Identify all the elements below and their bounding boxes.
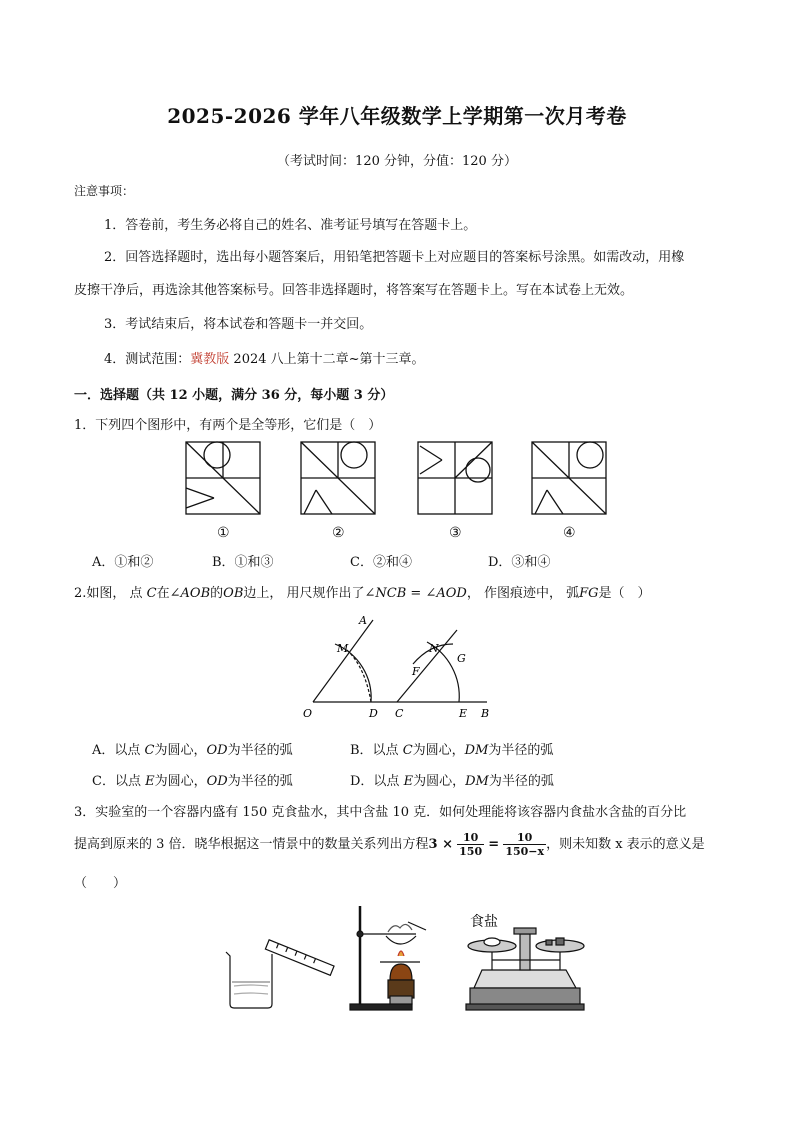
q2-stem-part: 是（ ） [598,586,651,601]
q2-arc-fg: FG [579,586,599,601]
label-c: C [395,707,404,720]
q2-opt-text: A．以点 [92,743,145,758]
q3-fraction-1 [457,831,484,858]
q3-text: ，则未知数 x 表示的意义是 [546,837,705,852]
q2-stem-part: 的 [210,586,224,601]
q2-opt-math: OD [206,743,228,758]
q2-stem-part: 2.如图， 点 [74,586,147,601]
q3-fraction-2 [503,831,546,858]
q2-equation: ∠NCB = ∠AOD [364,586,467,601]
q2-side-ob: OB [223,586,244,601]
q1-figure-4 [532,442,606,514]
textbook-name: 冀教版 [190,352,230,367]
q3-line-1: 3．实验室的一个容器内盛有 150 克食盐水，其中含盐 10 克．如何处理能将该容器内食盐水含盐的百分比 [74,805,687,820]
q2-stem [74,582,651,601]
q2-option-b[interactable] [350,739,553,758]
evaporation-stand-icon [350,906,426,1010]
q2-opt-text: 为半径的弧 [488,774,554,789]
q2-opt-text: 为圆心， [154,774,207,789]
q2-opt-math: DM [465,774,489,789]
salt-label: 食盐 [470,914,498,930]
q1-label-4: ④ [563,525,576,541]
q2-option-a[interactable] [92,739,293,758]
notice-item-4-prefix: 4．测试范围： [104,352,191,367]
q2-opt-math: C [402,743,413,758]
q3-line-3: （ ） [74,876,127,891]
notice-item-2-cont: 皮擦干净后，再选涂其他答案标号。回答非选择题时，将答案写在答题卡上。写在本试卷上无效。 [74,283,634,298]
q2-opt-text: C．以点 [92,774,146,789]
q2-opt-text: B．以点 [350,743,403,758]
q3-eq-coef: 3 × [428,837,454,852]
q1-stem: 1．下列四个图形中，有两个是全等形，它们是（ ） [74,418,382,433]
q2-opt-text: 为半径的弧 [227,743,293,758]
notice-item-2: 2．回答选择题时，选出每小题答案后，用铅笔把答题卡上对应题目的答案标号涂黑。如需改动，用橡 [104,250,685,265]
q2-stem-part: 边上， 用尺规作出了 [243,586,365,601]
q2-opt-text: 为圆心， [412,743,465,758]
q2-opt-text: 为半径的弧 [488,743,554,758]
q2-opt-text: 为圆心， [154,743,207,758]
q1-figure-1 [186,442,260,514]
q2-angle: ∠AOB [169,586,211,601]
q1-label-3: ③ [449,525,462,541]
q2-option-d[interactable] [350,770,554,789]
q2-opt-math: E [145,774,155,789]
q1-label-2: ② [332,525,345,541]
label-o: O [303,707,313,720]
q2-opt-text: D．以点 [350,774,404,789]
q2-opt-math: C [144,743,155,758]
notice-item-1: 1．答卷前，考生务必将自己的姓名、准考证号填写在答题卡上。 [104,218,477,233]
q3-eq-equals: = [488,837,500,852]
frac-den: 150−x [505,845,545,858]
notice-heading: 注意事项： [74,184,135,198]
label-e: E [459,707,468,720]
beaker-icon [226,940,334,1008]
q2-opt-text: 为圆心， [413,774,466,789]
q2-option-c[interactable] [92,770,293,789]
notice-item-4-suffix: 2024 八上第十二章~第十三章。 [229,352,425,367]
q1-option-b[interactable]: B．①和③ [212,555,274,570]
q1-option-c[interactable]: C．②和④ [350,555,412,570]
section-heading: 一．选择题（共 12 小题，满分 36 分，每小题 3 分） [74,388,394,403]
frac-den: 150 [459,845,483,858]
label-b: B [481,707,490,720]
q1-figure-3 [418,442,492,514]
q2-stem-part: 在 [156,586,170,601]
frac-num: 10 [457,831,484,845]
label-m: M [337,642,349,655]
label-d: D [369,707,378,720]
notice-item-4 [104,348,425,367]
label-n: N [429,642,439,655]
q2-opt-text: 为半径的弧 [227,774,293,789]
page-title: 2025-2026 学年八年级数学上学期第一次月考卷 [167,104,627,128]
q3-illustration [220,900,590,1018]
notice-item-3: 3．考试结束后，将本试卷和答题卡一并交回。 [104,317,373,332]
q1-label-1: ① [217,525,230,541]
q1-figure-2 [301,442,375,514]
q1-figures [180,438,620,518]
frac-num: 10 [503,831,546,845]
balance-scale-icon [466,928,584,1010]
label-a: A [359,614,367,627]
q2-opt-math: OD [206,774,228,789]
q1-option-a[interactable]: A．①和② [92,555,154,570]
exam-info: （考试时间：120 分钟，分值：120 分） [277,154,517,169]
q2-stem-part: ， 作图痕迹中， 弧 [466,586,580,601]
q2-opt-math: DM [464,743,489,758]
q3-text: 提高到原来的 3 倍．晓华根据这一情景中的数量关系列出方程 [74,837,429,852]
label-f: F [412,665,420,678]
q2-opt-math: E [403,774,414,789]
q1-option-d[interactable]: D．③和④ [488,555,551,570]
label-g: G [457,652,466,665]
q2-point-c: C [146,586,157,601]
q2-figure [295,612,500,724]
q3-line-2 [74,828,705,862]
